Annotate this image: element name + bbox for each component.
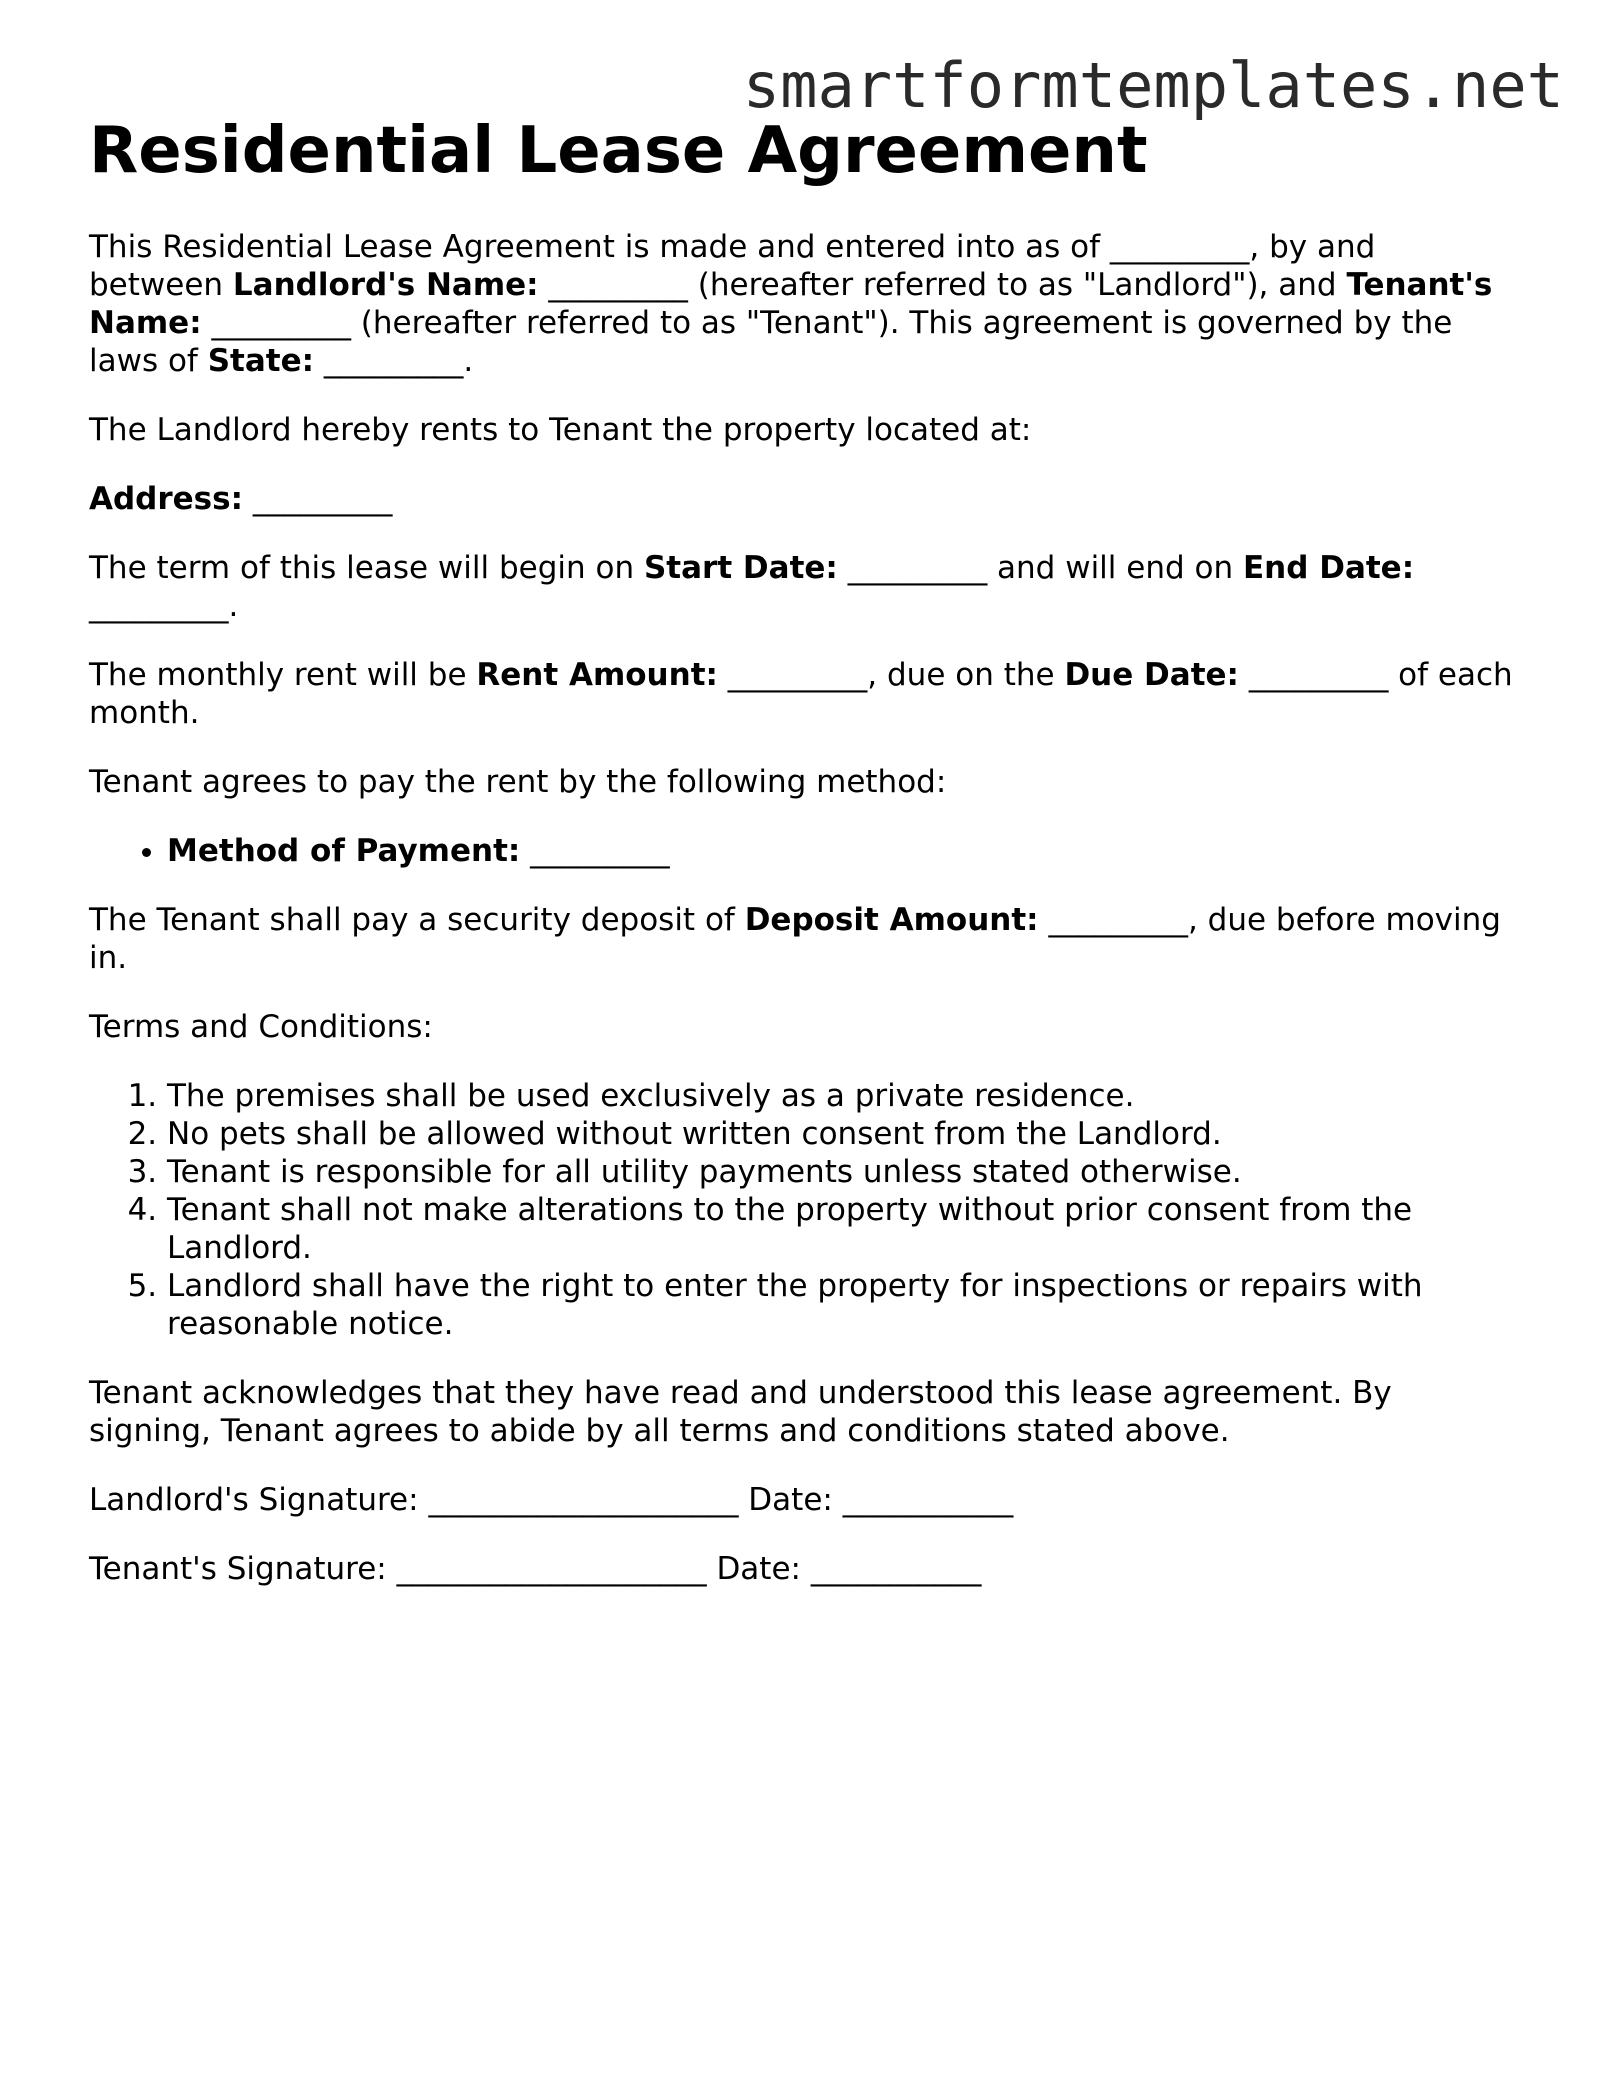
- landlord-name-label: Landlord's Name:: [232, 267, 539, 303]
- watermark: smartformtemplates.net: [742, 49, 1564, 122]
- landlord-signature-blank: ____________________: [428, 1482, 739, 1518]
- list-item: [167, 832, 1519, 870]
- intro-text-1: This Residential Lease Agreement is made and entered into as of: [89, 229, 1110, 265]
- term-paragraph: [89, 549, 1519, 625]
- landlord-signature-label: Landlord's Signature:: [89, 1482, 419, 1518]
- due-date-label: Due Date:: [1064, 657, 1239, 693]
- rent-amount-blank: _________: [727, 657, 868, 693]
- landlord-name-blank: _________: [548, 267, 688, 303]
- payment-method-blank: _________: [530, 833, 670, 869]
- rents-paragraph: The Landlord hereby rents to Tenant the property located at:: [89, 412, 1032, 448]
- tenant-date-label: Date:: [716, 1551, 801, 1587]
- due-date-blank: _________: [1248, 657, 1389, 693]
- list-item: 5. Landlord shall have the right to enter the property for inspections or repairs with reasonable notice.: [167, 1267, 1519, 1343]
- list-item: 3. Tenant is responsible for all utility payments unless stated otherwise.: [167, 1153, 1519, 1191]
- rent-text-3: of each month.: [89, 657, 1513, 731]
- intro-text-5: .: [463, 343, 474, 379]
- deposit-text-1: The Tenant shall pay a security deposit of: [89, 902, 745, 938]
- agreement-date-blank: _________: [1109, 229, 1250, 265]
- terms-list: [89, 1077, 1519, 1343]
- rent-amount-label: Rent Amount:: [476, 657, 718, 693]
- rent-text-1: The monthly rent will be: [89, 657, 477, 693]
- list-item: 1. The premises shall be used exclusively as a private residence.: [167, 1077, 1519, 1115]
- intro-paragraph: [89, 228, 1519, 380]
- address-label: Address:: [89, 481, 243, 517]
- address-blank: _________: [252, 481, 393, 517]
- start-date-label: Start Date:: [643, 550, 838, 586]
- tenant-signature-label: Tenant's Signature:: [89, 1551, 387, 1587]
- list-item: 4. Tenant shall not make alterations to the property without prior consent from the Landlord.: [167, 1191, 1519, 1267]
- payment-intro: Tenant agrees to pay the rent by the following method:: [89, 764, 947, 800]
- list-item: 2. No pets shall be allowed without written consent from the Landlord.: [167, 1115, 1519, 1153]
- tenant-signature-line: [89, 1550, 1519, 1588]
- payment-method-list: [89, 832, 1519, 870]
- end-date-label: End Date:: [1242, 550, 1415, 586]
- intro-text-2: , by and between: [89, 229, 1376, 303]
- deposit-paragraph: [89, 901, 1519, 977]
- intro-text-3: (hereafter referred to as "Landlord"), and: [687, 267, 1347, 303]
- intro-text-4: (hereafter referred to as "Tenant"). This agreement is governed by the laws of: [89, 305, 1453, 379]
- rent-text-2: , due on the: [867, 657, 1065, 693]
- document-body: [89, 112, 1519, 1619]
- tenant-name-blank: _________: [211, 305, 351, 341]
- acknowledgement-paragraph: Tenant acknowledges that they have read and understood this lease agreement. By signing, Tenant agrees to abide by all terms and conditions stated above.: [89, 1375, 1392, 1449]
- tenant-signature-blank: ____________________: [396, 1551, 707, 1587]
- deposit-amount-label: Deposit Amount:: [744, 902, 1039, 938]
- tenant-name-label: Tenant's Name:: [89, 267, 1493, 341]
- landlord-date-label: Date:: [748, 1482, 833, 1518]
- deposit-amount-blank: _________: [1048, 902, 1188, 938]
- term-text-1: The term of this lease will begin on: [89, 550, 644, 586]
- start-date-blank: _________: [847, 550, 988, 586]
- term-text-3: .: [228, 588, 239, 624]
- state-label: State:: [207, 343, 315, 379]
- document-title: Residential Lease Agreement: [89, 114, 1148, 188]
- landlord-date-blank: ___________: [842, 1482, 1014, 1518]
- tenant-date-blank: ___________: [810, 1551, 982, 1587]
- terms-heading: Terms and Conditions:: [89, 1009, 433, 1045]
- rent-paragraph: [89, 656, 1519, 732]
- end-date-blank: _________: [89, 588, 229, 624]
- deposit-text-2: , due before moving in.: [89, 902, 1501, 976]
- address-line: [89, 480, 1519, 518]
- landlord-signature-line: [89, 1481, 1519, 1519]
- term-text-2: and will end on: [987, 550, 1243, 586]
- payment-method-label: Method of Payment:: [167, 833, 521, 869]
- state-blank: _________: [323, 343, 464, 379]
